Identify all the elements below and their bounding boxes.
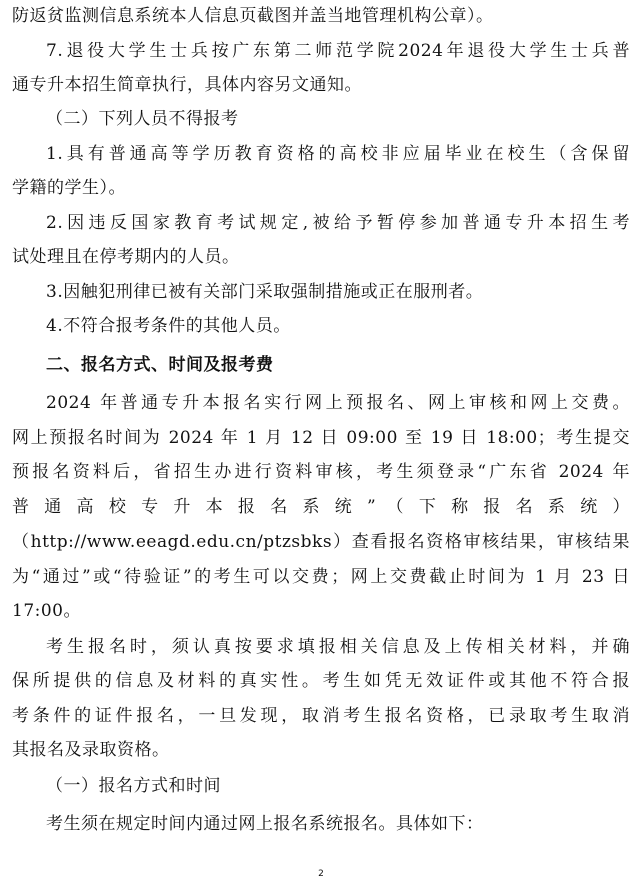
- text-line: 学籍的学生）。: [12, 178, 126, 198]
- page-number: 2: [318, 869, 324, 879]
- text-line: 试处理且在停考期内的人员。: [12, 247, 240, 267]
- text-line: 17:00。: [12, 601, 81, 621]
- text-line: 2.因违反国家教育考试规定,被给予暂停参加普通专升本招生考: [46, 213, 630, 233]
- section-subheading: （一）报名方式和时间: [46, 776, 221, 796]
- text-line: 考条件的证件报名，一旦发现，取消考生报名资格，已录取考生取消: [12, 706, 630, 726]
- text-line: 考生报名时，须认真按要求填报相关信息及上传相关材料，并确: [46, 637, 630, 657]
- text-line: 防返贫监测信息系统本人信息页截图并盖当地管理机构公章）。: [12, 6, 494, 26]
- text-line: 保所提供的信息及材料的真实性。考生如凭无效证件或其他不符合报: [12, 671, 630, 691]
- text-line: 3.因触犯刑律已被有关部门采取强制措施或正在服刑者。: [46, 282, 484, 302]
- text-line: 1.具有普通高等学历教育资格的高校非应届毕业在校生（含保留: [46, 144, 630, 164]
- section-heading: 二、报名方式、时间及报考费: [46, 355, 274, 375]
- text-line: 网上预报名时间为 2024 年 1 月 12 日 09:00 至 19 日 18:00；考生提交: [12, 428, 630, 448]
- text-line: （http://www.eeagd.edu.cn/ptzsbks）查看报名资格审核结果，审核结果: [12, 532, 630, 552]
- text-line: 2024 年普通专升本报名实行网上预报名、网上审核和网上交费。: [46, 393, 630, 413]
- text-line: 7.退役大学生士兵按广东第二师范学院2024年退役大学生士兵普: [46, 41, 630, 61]
- text-line: 考生须在规定时间内通过网上报名系统报名。具体如下：: [46, 814, 484, 834]
- text-line: 为“通过”或“待验证”的考生可以交费；网上交费截止时间为 1 月 23 日: [12, 567, 630, 587]
- text-line: 通专升本招生简章执行，具体内容另文通知。: [12, 75, 362, 95]
- text-line: 预报名资料后，省招生办进行资料审核，考生须登录“广东省 2024 年: [12, 462, 630, 482]
- text-line: 其报名及录取资格。: [12, 740, 170, 760]
- text-line: 普 通 高 校 专 升 本 报 名 系 统 ” （ 下 称 报 名 系 统 ）: [12, 497, 630, 517]
- text-line: 4.不符合报考条件的其他人员。: [46, 316, 291, 336]
- section-subheading: （二）下列人员不得报考: [46, 109, 239, 129]
